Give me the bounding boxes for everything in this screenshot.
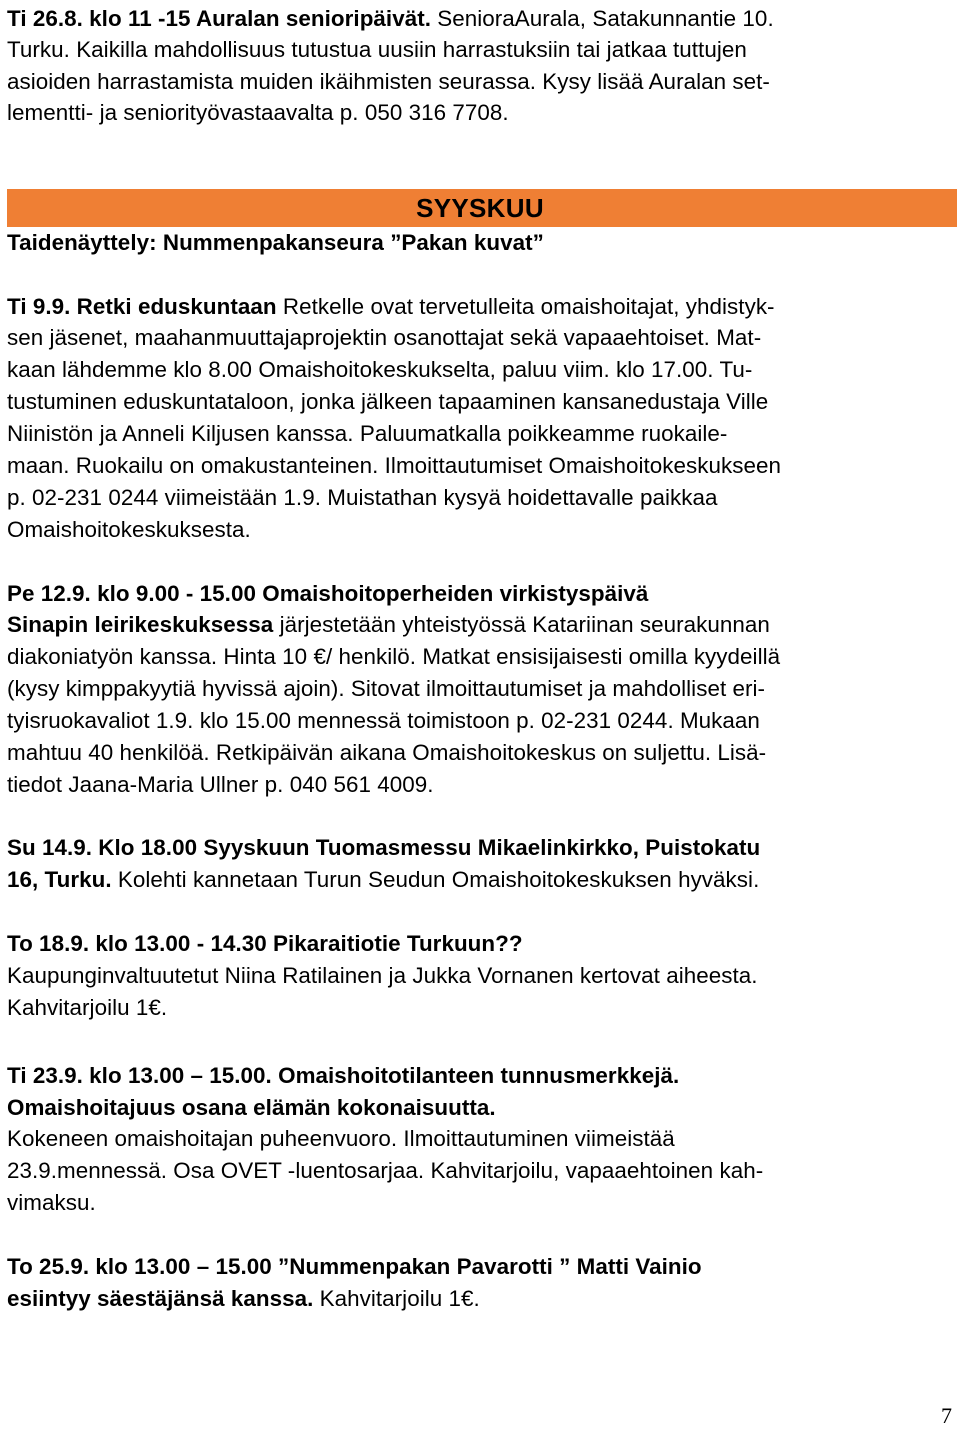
event-6-heading: To 25.9. klo 13.00 – 15.00 ”Nummenpakan Pavarotti ” Matti Vainio — [7, 1254, 702, 1279]
event-2-line-3: diakoniatyön kanssa. Hinta 10 €/ henkilö. Matkat ensisijaisesti omilla kyydeillä — [7, 644, 781, 669]
event-3-address: 16, Turku. — [7, 867, 112, 892]
event-2-line-6: mahtuu 40 henkilöä. Retkipäivän aikana Omaishoitokeskus on suljettu. Lisä- — [7, 740, 767, 765]
event-2-line-7: tiedot Jaana-Maria Ullner p. 040 561 4009. — [7, 772, 434, 797]
event-3-line-2 — [7, 864, 759, 896]
intro-line-2: Turku. Kaikilla mahdollisuus tutustua uusiin harrastuksiin tai jatkaa tuttujen — [7, 37, 747, 62]
event-1-heading: Ti 9.9. Retki eduskuntaan — [7, 294, 277, 319]
event-2-heading: Pe 12.9. klo 9.00 - 15.00 Omaishoitoperheiden virkistyspäivä — [7, 581, 649, 606]
page-number: 7 — [941, 1403, 952, 1428]
event-1-line-8: Omaishoitokeskuksesta. — [7, 517, 251, 542]
event-6-text: Kahvitarjoilu 1€. — [313, 1286, 480, 1311]
event-6-line-2 — [7, 1283, 480, 1315]
exhibition-heading: Taidenäyttely: Nummenpakanseura ”Pakan kuvat” — [7, 230, 544, 255]
event-1-line-6: maan. Ruokailu on omakustanteinen. Ilmoittautumiset Omaishoitokeskukseen — [7, 453, 781, 478]
event-4-heading: To 18.9. klo 13.00 - 14.30 Pikaraitiotie Turkuun?? — [7, 931, 523, 956]
intro-line-1 — [7, 3, 774, 35]
intro-line-4: lementti- ja seniorityövastaavalta p. 050 316 7708. — [7, 100, 509, 125]
event-2-line-4: (kysy kimppakyytiä hyvissä ajoin). Sitovat ilmoittautumiset ja mahdolliset eri- — [7, 676, 766, 701]
event-1-line-4: tustuminen eduskuntataloon, jonka jälkeen tapaaminen kansanedustaja Ville — [7, 389, 769, 414]
event-5-line-5: vimaksu. — [7, 1190, 96, 1215]
event-4-line-3: Kahvitarjoilu 1€. — [7, 995, 168, 1020]
event-1-line-2: sen jäsenet, maahanmuuttajaprojektin osanottajat sekä vapaaehtoiset. Mat- — [7, 325, 762, 350]
intro-location: SenioraAurala, Satakunnantie 10. — [430, 6, 774, 31]
event-5-line-3: Kokeneen omaishoitajan puheenvuoro. Ilmoittautuminen viimeistää — [7, 1126, 675, 1151]
event-1-line-3: kaan lähdemme klo 8.00 Omaishoitokeskukselta, paluu viim. klo 17.00. Tu- — [7, 357, 753, 382]
event-5-line-4: 23.9.mennessä. Osa OVET -luentosarjaa. Kahvitarjoilu, vapaaehtoinen kah- — [7, 1158, 764, 1183]
event-4-line-2: Kaupunginvaltuutetut Niina Ratilainen ja Jukka Vornanen kertovat aiheesta. — [7, 963, 758, 988]
month-title: SYYSKUU — [416, 193, 544, 223]
event-2-line-5: tyisruokavaliot 1.9. klo 15.00 mennessä toimistoon p. 02-231 0244. Mukaan — [7, 708, 760, 733]
event-2-line-2 — [7, 609, 770, 641]
event-2-venue: Sinapin leirikeskuksessa — [7, 612, 274, 637]
event-5-heading: Ti 23.9. klo 13.00 – 15.00. Omaishoitotilanteen tunnusmerkkejä. — [7, 1063, 680, 1088]
event-6-subheading: esiintyy säestäjänsä kanssa. — [7, 1286, 314, 1311]
intro-heading: Ti 26.8. klo 11 -15 Auralan senioripäivät. — [7, 6, 431, 31]
event-3-heading: Su 14.9. Klo 18.00 Syyskuun Tuomasmessu Mikaelinkirkko, Puistokatu — [7, 835, 761, 860]
event-1-line-5: Niinistön ja Anneli Kiljusen kanssa. Paluumatkalla poikkeamme ruokaile- — [7, 421, 728, 446]
event-2-text: järjestetään yhteistyössä Katariinan seurakunnan — [273, 612, 770, 637]
event-5-subheading: Omaishoitajuus osana elämän kokonaisuutta. — [7, 1095, 496, 1120]
event-3-text: Kolehti kannetaan Turun Seudun Omaishoitokeskuksen hyväksi. — [111, 867, 760, 892]
event-1-text: Retkelle ovat tervetulleita omaishoitajat, yhdistyk- — [276, 294, 775, 319]
event-1-line-7: p. 02-231 0244 viimeistään 1.9. Muistathan kysyä hoidettavalle paikkaa — [7, 485, 718, 510]
event-1-line-1 — [7, 291, 775, 323]
intro-line-3: asioiden harrastamista muiden ikäihmisten seurassa. Kysy lisää Auralan set- — [7, 69, 770, 94]
